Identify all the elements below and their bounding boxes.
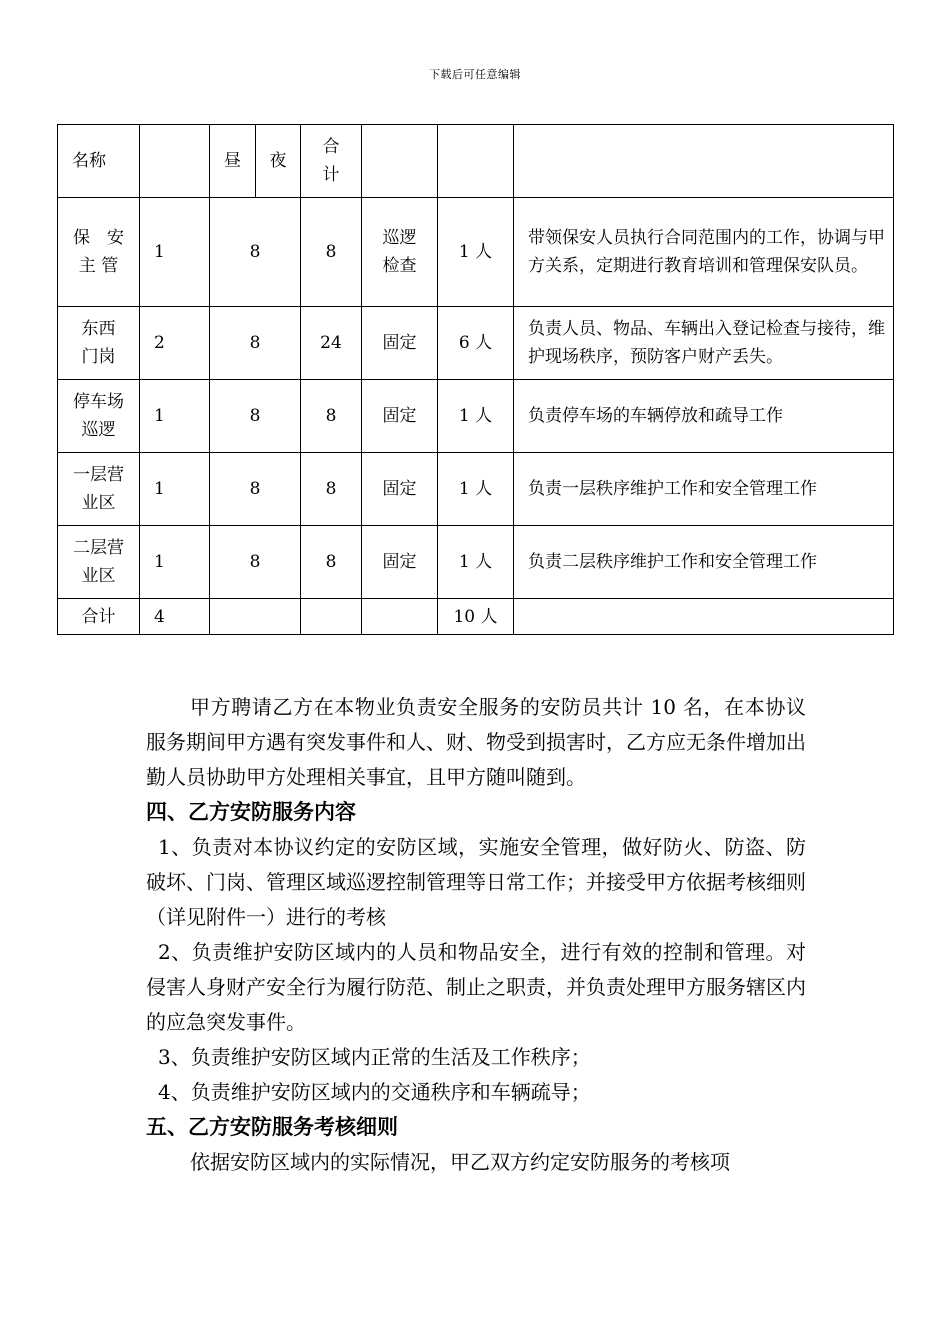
header-total-line2: 计 bbox=[322, 165, 340, 185]
row-count: 1 bbox=[140, 380, 210, 453]
row-mode-line2: 检查 bbox=[382, 256, 417, 276]
table-row bbox=[58, 526, 894, 599]
row-shift: 8 bbox=[210, 198, 301, 307]
header-total-line1: 合 bbox=[322, 137, 340, 157]
row-mode: 固定 bbox=[362, 307, 438, 380]
row-people: 6 人 bbox=[438, 307, 514, 380]
header-empty bbox=[362, 125, 438, 198]
row-name-line2: 业区 bbox=[81, 566, 116, 586]
row-name bbox=[58, 453, 140, 526]
row-shift: 8 bbox=[210, 380, 301, 453]
table-header-row bbox=[58, 125, 894, 198]
row-name-line1: 二层营 bbox=[73, 538, 124, 558]
page-header-note: 下载后可任意编辑 bbox=[429, 68, 521, 81]
row-name-line2: 门岗 bbox=[81, 347, 116, 367]
row-people: 1 人 bbox=[438, 526, 514, 599]
row-shift: 8 bbox=[210, 307, 301, 380]
row-duty: 负责一层秩序维护工作和安全管理工作 bbox=[514, 453, 894, 526]
section4-item-3: 3、负责维护安防区域内正常的生活及工作秩序； bbox=[158, 1045, 591, 1069]
row-people: 1 人 bbox=[438, 453, 514, 526]
row-mode bbox=[362, 198, 438, 307]
row-hours: 8 bbox=[301, 198, 362, 307]
row-name-line2: 主 管 bbox=[78, 256, 119, 276]
row-shift: 8 bbox=[210, 526, 301, 599]
row-duty: 负责二层秩序维护工作和安全管理工作 bbox=[514, 526, 894, 599]
row-mode-line1: 巡逻 bbox=[382, 228, 417, 248]
row-name-line1: 东西 bbox=[81, 319, 116, 339]
total-name: 合计 bbox=[58, 599, 140, 635]
row-name-line2: 业区 bbox=[81, 493, 116, 513]
total-empty bbox=[362, 599, 438, 635]
body-text bbox=[146, 690, 806, 1180]
section5-heading: 五、乙方安防服务考核细则 bbox=[146, 1115, 398, 1139]
header-empty bbox=[514, 125, 894, 198]
total-count: 4 bbox=[140, 599, 210, 635]
header-day: 昼 bbox=[210, 125, 256, 198]
total-empty bbox=[514, 599, 894, 635]
section4-item-1: 1、负责对本协议约定的安防区域，实施安全管理，做好防火、防盗、防破坏、门岗、管理区域巡逻控制管理等日常工作；并接受甲方依据考核细则（详见附件一）进行的考核 bbox=[146, 835, 806, 929]
row-mode: 固定 bbox=[362, 453, 438, 526]
row-duty: 带领保安人员执行合同范围内的工作，协调与甲方关系，定期进行教育培训和管理保安队员。 bbox=[514, 198, 894, 307]
row-mode: 固定 bbox=[362, 526, 438, 599]
row-name-line1: 保 安 bbox=[73, 228, 124, 248]
section5-paragraph: 依据安防区域内的实际情况，甲乙双方约定安防服务的考核项 bbox=[190, 1150, 730, 1174]
row-hours: 24 bbox=[301, 307, 362, 380]
row-people: 1 人 bbox=[438, 380, 514, 453]
table-row bbox=[58, 198, 894, 307]
section4-item-4: 4、负责维护安防区域内的交通秩序和车辆疏导； bbox=[158, 1080, 591, 1104]
header-name: 名称 bbox=[58, 125, 140, 198]
row-hours: 8 bbox=[301, 380, 362, 453]
row-name bbox=[58, 307, 140, 380]
row-mode: 固定 bbox=[362, 380, 438, 453]
total-empty bbox=[301, 599, 362, 635]
row-name-line1: 停车场 bbox=[73, 392, 124, 412]
row-hours: 8 bbox=[301, 453, 362, 526]
header-night: 夜 bbox=[256, 125, 301, 198]
row-shift: 8 bbox=[210, 453, 301, 526]
row-name bbox=[58, 526, 140, 599]
table-row bbox=[58, 453, 894, 526]
header-empty bbox=[438, 125, 514, 198]
row-name-line2: 巡逻 bbox=[81, 420, 116, 440]
intro-paragraph: 甲方聘请乙方在本物业负责安全服务的安防员共计 10 名，在本协议服务期间甲方遇有突发事件和人、财、物受到损害时，乙方应无条件增加出勤人员协助甲方处理相关事宜，且甲方随叫随到。 bbox=[146, 695, 806, 789]
table-row bbox=[58, 307, 894, 380]
section4-heading: 四、乙方安防服务内容 bbox=[146, 800, 356, 824]
staffing-table bbox=[57, 124, 894, 635]
row-name bbox=[58, 198, 140, 307]
row-duty: 负责人员、物品、车辆出入登记检查与接待，维护现场秩序，预防客户财产丢失。 bbox=[514, 307, 894, 380]
row-name-line1: 一层营 bbox=[73, 465, 124, 485]
header-total bbox=[301, 125, 362, 198]
table-total-row bbox=[58, 599, 894, 635]
header-empty bbox=[140, 125, 210, 198]
row-count: 1 bbox=[140, 453, 210, 526]
row-count: 2 bbox=[140, 307, 210, 380]
table-row bbox=[58, 380, 894, 453]
total-empty bbox=[210, 599, 301, 635]
row-count: 1 bbox=[140, 526, 210, 599]
row-duty: 负责停车场的车辆停放和疏导工作 bbox=[514, 380, 894, 453]
section4-item-2: 2、负责维护安防区域内的人员和物品安全，进行有效的控制和管理。对侵害人身财产安全行为履行防范、制止之职责，并负责处理甲方服务辖区内的应急突发事件。 bbox=[146, 940, 806, 1034]
row-people: 1 人 bbox=[438, 198, 514, 307]
row-name bbox=[58, 380, 140, 453]
row-hours: 8 bbox=[301, 526, 362, 599]
total-people: 10 人 bbox=[438, 599, 514, 635]
row-count: 1 bbox=[140, 198, 210, 307]
